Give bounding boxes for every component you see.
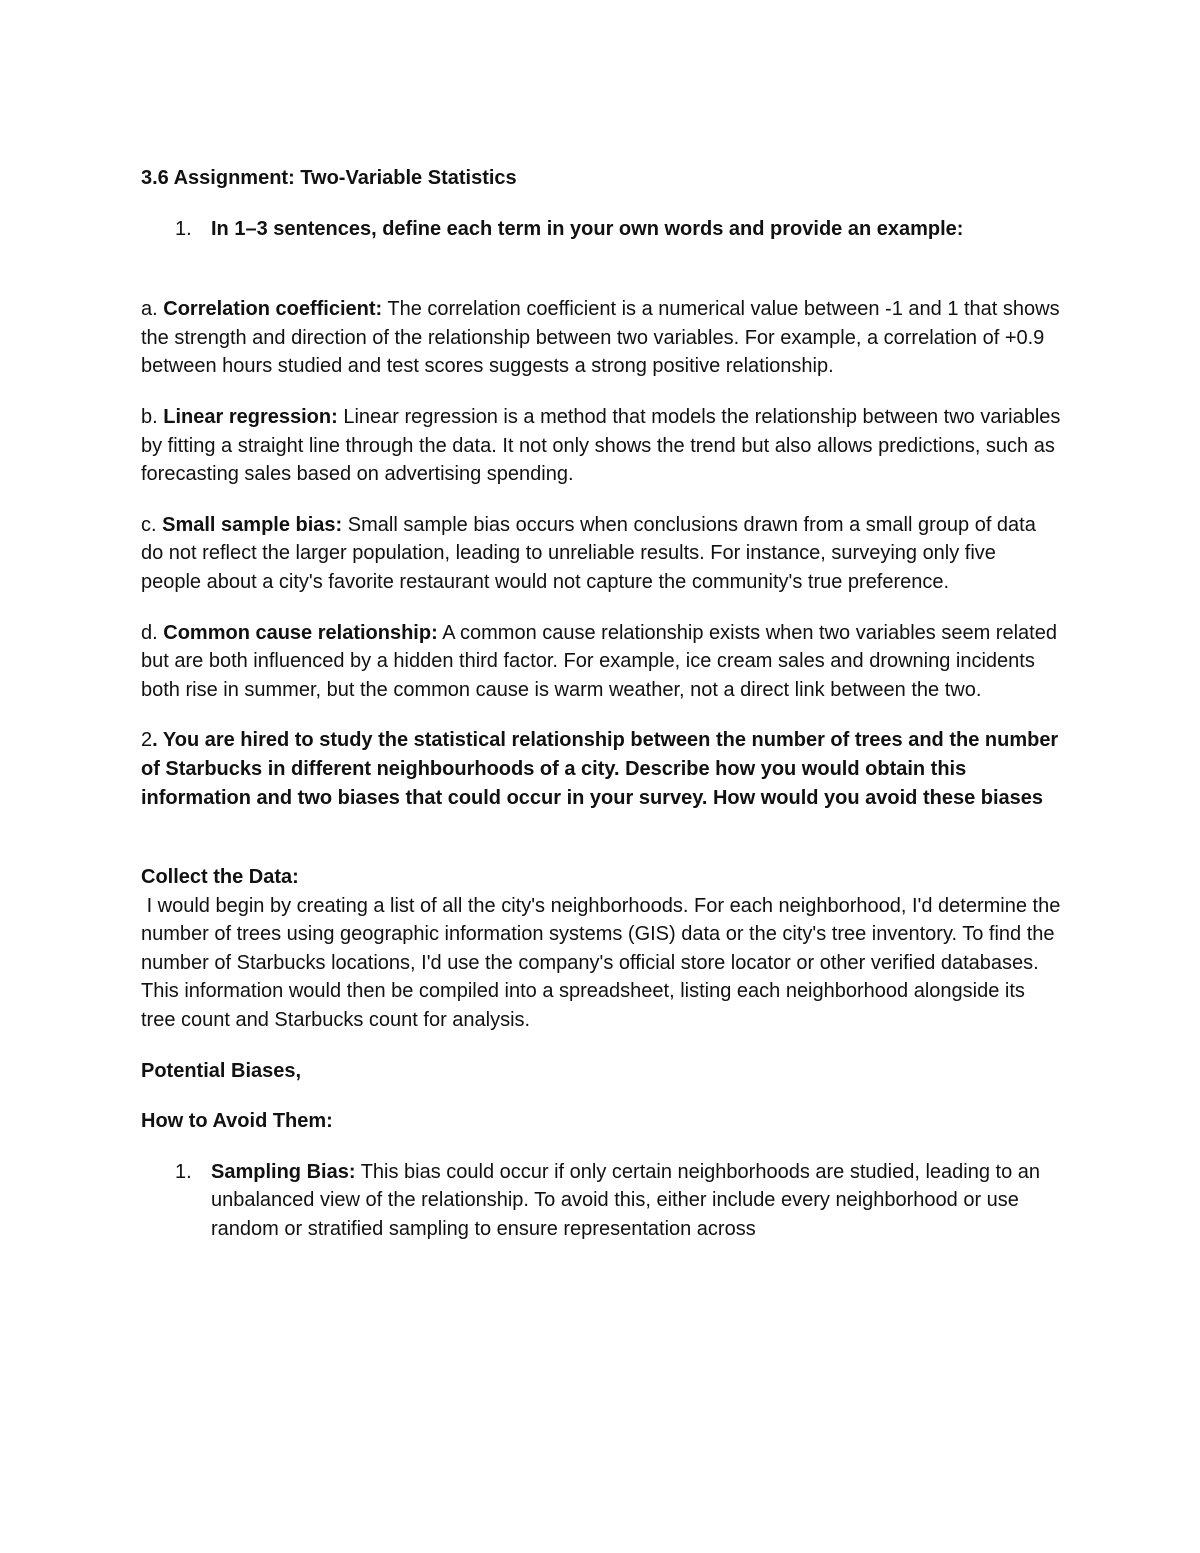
- term-linear-regression: [141, 403, 1061, 489]
- term-common-cause-relationship: [141, 619, 1061, 705]
- term-letter: d.: [141, 621, 158, 644]
- term-name: Linear regression:: [163, 405, 338, 428]
- term-letter: c.: [141, 513, 157, 536]
- term-correlation-coefficient: [141, 295, 1061, 381]
- question-2-text: . You are hired to study the statistical relationship between the number of trees and the number of Starbucks in different neighbourhoods of a city. Describe how you would obtain this information and two biases that could occur in your survey. How would you avoid these biases: [141, 729, 1059, 809]
- bias-item-sampling: [141, 1158, 1061, 1244]
- bias-item-text-wrap: [211, 1158, 1061, 1244]
- question-1-number: 1.: [175, 217, 192, 240]
- term-name: Small sample bias:: [162, 513, 343, 536]
- potential-biases-heading: Potential Biases,: [141, 1059, 302, 1082]
- term-definition: The correlation coefficient is a numerical value between -1 and 1 that shows the strength and direction of the relationship between two variables. For example, a correlation of +0.9 between hours studied and test scores suggests a strong positive relationship.: [141, 298, 1060, 378]
- collect-data-body: I would begin by creating a list of all the city's neighborhoods. For each neighborhood, I'd determine the number of trees using geographic information systems (GIS) data or the city's tree inventory. To find the number of Starbucks locations, I'd use the company's official store locator or other verified databases. This information would then be compiled into a spreadsheet, listing each neighborhood alongside its tree count and Starbucks count for analysis.: [141, 894, 1066, 1032]
- question-1: [141, 215, 1061, 244]
- term-letter: b.: [141, 405, 158, 428]
- question-2: [141, 726, 1061, 812]
- bias-item-number: 1.: [175, 1160, 192, 1183]
- bias-item-text: This bias could occur if only certain neighborhoods are studied, leading to an unbalanced view of the relationship. To avoid this, either include every neighborhood or use random or stratified sampling to ensure representation across: [211, 1160, 1040, 1241]
- term-small-sample-bias: [141, 511, 1061, 597]
- document-content: [141, 164, 1066, 1244]
- term-definition: Linear regression is a method that models the relationship between two variables by fitting a straight line through the data. It not only shows the trend but also allows predictions, such as forecasting sales based on advertising spending.: [141, 405, 1061, 486]
- question-1-text: In 1–3 sentences, define each term in your own words and provide an example:: [211, 217, 964, 240]
- how-to-avoid-heading: How to Avoid Them:: [141, 1110, 333, 1133]
- term-letter: a.: [141, 298, 158, 321]
- term-definition: Small sample bias occurs when conclusions drawn from a small group of data do not reflect the larger population, leading to unreliable results. For instance, surveying only five people about a city's favorite restaurant would not capture the community's true preference.: [141, 513, 1036, 593]
- question-2-number: 2: [141, 729, 153, 752]
- document-title: 3.6 Assignment: Two-Variable Statistics: [141, 167, 517, 189]
- term-definition: A common cause relationship exists when two variables seem related but are both influenced by a hidden third factor. For example, ice cream sales and drowning incidents both rise in summer, but the common cause is warm weather, not a direct link between the two.: [141, 621, 1057, 701]
- collect-data-heading: Collect the Data:: [141, 866, 299, 889]
- term-name: Correlation coefficient:: [163, 298, 383, 321]
- bias-item-term: Sampling Bias:: [211, 1160, 356, 1183]
- term-name: Common cause relationship:: [163, 621, 438, 644]
